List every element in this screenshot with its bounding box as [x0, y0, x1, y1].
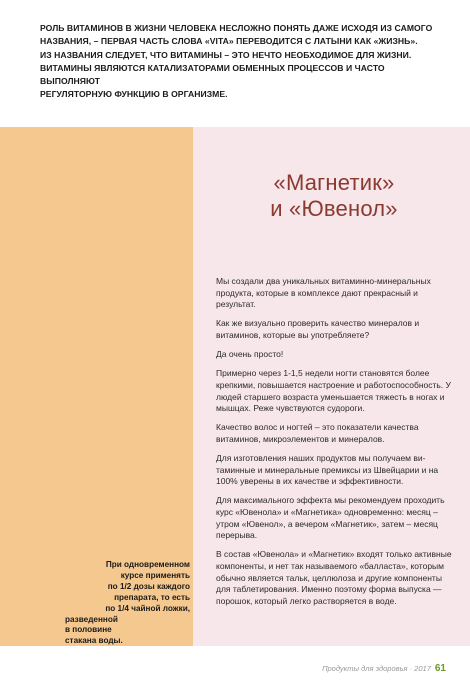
- footer-caption: Продукты для здоровья · 2017: [322, 664, 431, 673]
- sidenote-line: курсе применять: [120, 570, 190, 580]
- intro-line: ВИТАМИНЫ ЯВЛЯЮТСЯ КАТАЛИЗАТОРАМИ ОБМЕННЫХ ПРОЦЕССОВ И ЧАСТО ВЫПОЛНЯЮТ: [40, 62, 385, 87]
- title-line: «Магнетик»: [273, 170, 395, 195]
- sidenote-line: разведенной: [65, 614, 118, 624]
- intro-text: [40, 22, 435, 102]
- body-paragraph: Как же визуально проверить качество минералов и витаминов, которые вы употребляете?: [216, 318, 420, 340]
- article-title: [214, 170, 454, 222]
- article-body: [216, 276, 452, 615]
- intro-line: РЕГУЛЯТОРНУЮ ФУНКЦИЮ В ОРГАНИЗМЕ.: [40, 89, 228, 100]
- page-footer: [322, 663, 446, 674]
- body-paragraph: Качество волос и ногтей – это показатели качества витаминов, микроэлементов и минералов.: [216, 422, 419, 444]
- body-paragraph: Мы создали два уникальных витаминно-минеральных продукта, которые в комплексе дают прекрасный и результат.: [216, 276, 431, 310]
- body-paragraph: Да очень просто!: [216, 349, 284, 360]
- body-paragraph: Для максимального эффекта мы рекомендуем проходить курс «Ювенола» и «Магнетика» одновременно: месяц – утром «Ювенол», а вечером «Магнетик», затем – месяц перерыва.: [216, 495, 445, 541]
- intro-line: ИЗ НАЗВАНИЯ СЛЕДУЕТ, ЧТО ВИТАМИНЫ – ЭТО НЕЧТО НЕОБХОДИМОЕ ДЛЯ ЖИЗНИ.: [40, 49, 412, 60]
- sidenote-line: по 1/2 дозы каждого: [107, 581, 190, 591]
- dosage-sidenote: [65, 560, 190, 647]
- page-number: 61: [434, 663, 446, 674]
- body-paragraph: Примерно через 1-1,5 недели ногти становятся более крепкими, повышается настроение и работоспособность. У людей старшего возраста уменьшается тяжесть в ногах и мышцах. Реже чувствуются судороги.: [216, 368, 451, 414]
- body-paragraph: Для изготовления наших продуктов мы получаем витаминные и минеральные премиксы из Швейцарии и на 100% уверены в их качестве и эффективности.: [216, 453, 439, 487]
- sidenote-line: стакана воды.: [65, 636, 123, 646]
- sidenote-line: в половине: [65, 625, 112, 635]
- body-paragraph: В состав «Ювенола» и «Магнетик» входят только активные компоненты, и нет так называемого «балласта», которым обычно является тальк, целлюлоза и другие компоненты для таблетирования. Именно поэтому форма выпуска — порошок, который легко растворяется в воде.: [216, 549, 452, 606]
- sidenote-line: При одновременном: [105, 560, 190, 569]
- sidenote-line: по 1/4 чайной ложки,: [105, 603, 190, 613]
- intro-line: РОЛЬ ВИТАМИНОВ В ЖИЗНИ ЧЕЛОВЕКА НЕСЛОЖНО ПОНЯТЬ ДАЖЕ ИСХОДЯ ИЗ САМОГО: [40, 23, 433, 33]
- title-line: и «Ювенол»: [270, 196, 398, 221]
- intro-line: НАЗВАНИЯ, – ПЕРВАЯ ЧАСТЬ СЛОВА «VITA» ПЕРЕВОДИТСЯ С ЛАТЫНИ КАК «ЖИЗНЬ».: [40, 36, 418, 47]
- sidenote-line: препарата, то есть: [114, 592, 190, 602]
